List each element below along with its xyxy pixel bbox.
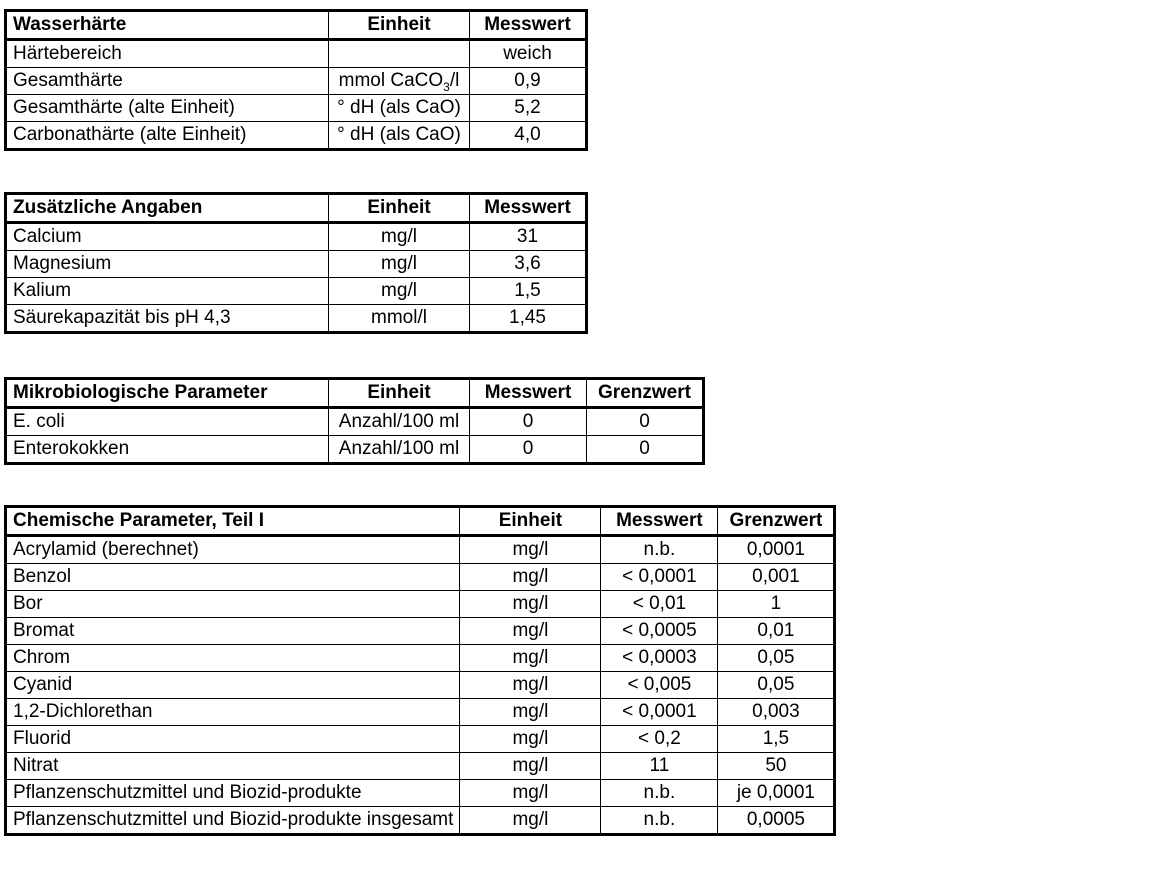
parameter-limit: 0,0001 bbox=[718, 536, 835, 564]
parameter-name: Acrylamid (berechnet) bbox=[6, 536, 460, 564]
table-row bbox=[6, 564, 835, 591]
zusaetzliche-angaben-table bbox=[4, 192, 588, 334]
parameter-unit: mg/l bbox=[460, 564, 601, 591]
parameter-value: < 0,0001 bbox=[601, 564, 718, 591]
parameter-unit: Anzahl/100 ml bbox=[329, 436, 470, 464]
parameter-unit: ° dH (als CaO) bbox=[329, 122, 470, 150]
parameter-limit: 0,001 bbox=[718, 564, 835, 591]
unit-prefix: mmol CaCO bbox=[338, 70, 444, 91]
parameter-name: Gesamthärte (alte Einheit) bbox=[6, 95, 329, 122]
table-row bbox=[6, 40, 587, 68]
unit-subscript: 3 bbox=[443, 79, 450, 94]
parameter-unit: mg/l bbox=[460, 726, 601, 753]
parameter-value: < 0,01 bbox=[601, 591, 718, 618]
column-header: Messwert bbox=[470, 194, 587, 223]
parameter-limit: 0 bbox=[587, 436, 704, 464]
parameter-unit: mg/l bbox=[460, 807, 601, 835]
parameter-limit: 50 bbox=[718, 753, 835, 780]
table-row bbox=[6, 645, 835, 672]
column-header: Chemische Parameter, Teil I bbox=[6, 507, 460, 536]
table-row bbox=[6, 223, 587, 251]
parameter-value: 0 bbox=[470, 408, 587, 436]
table-row bbox=[6, 672, 835, 699]
parameter-unit: mg/l bbox=[460, 699, 601, 726]
table-row bbox=[6, 726, 835, 753]
parameter-name: Pflanzenschutzmittel und Biozid-produkte insgesamt bbox=[6, 807, 460, 835]
parameter-name: Magnesium bbox=[6, 251, 329, 278]
parameter-name: Chrom bbox=[6, 645, 460, 672]
parameter-limit: 0,0005 bbox=[718, 807, 835, 835]
parameter-name: Gesamthärte bbox=[6, 68, 329, 95]
table-row bbox=[6, 699, 835, 726]
parameter-value: 1,5 bbox=[470, 278, 587, 305]
parameter-unit: mg/l bbox=[460, 780, 601, 807]
unit-suffix: /l bbox=[449, 70, 460, 91]
parameter-value: n.b. bbox=[601, 780, 718, 807]
parameter-value: 11 bbox=[601, 753, 718, 780]
column-header: Grenzwert bbox=[718, 507, 835, 536]
parameter-limit: je 0,0001 bbox=[718, 780, 835, 807]
table-row bbox=[6, 807, 835, 835]
parameter-value: < 0,005 bbox=[601, 672, 718, 699]
table-row bbox=[6, 753, 835, 780]
parameter-limit: 0,003 bbox=[718, 699, 835, 726]
parameter-unit: ° dH (als CaO) bbox=[329, 95, 470, 122]
column-header: Messwert bbox=[470, 379, 587, 408]
parameter-name: Bromat bbox=[6, 618, 460, 645]
parameter-unit: mg/l bbox=[329, 223, 470, 251]
table-row bbox=[6, 305, 587, 333]
parameter-value: 1,45 bbox=[470, 305, 587, 333]
wasserhaerte-table bbox=[4, 9, 588, 151]
parameter-name: Cyanid bbox=[6, 672, 460, 699]
parameter-limit: 0,05 bbox=[718, 645, 835, 672]
parameter-value: 4,0 bbox=[470, 122, 587, 150]
parameter-unit: mg/l bbox=[460, 591, 601, 618]
parameter-name: E. coli bbox=[6, 408, 329, 436]
parameter-unit: Anzahl/100 ml bbox=[329, 408, 470, 436]
table-header-row bbox=[6, 507, 835, 536]
parameter-name: Benzol bbox=[6, 564, 460, 591]
column-header: Grenzwert bbox=[587, 379, 704, 408]
parameter-unit: mg/l bbox=[460, 672, 601, 699]
column-header: Einheit bbox=[460, 507, 601, 536]
table-header-row bbox=[6, 11, 587, 40]
column-header: Wasserhärte bbox=[6, 11, 329, 40]
table-row bbox=[6, 618, 835, 645]
parameter-value: < 0,0001 bbox=[601, 699, 718, 726]
parameter-name: 1,2-Dichlorethan bbox=[6, 699, 460, 726]
column-header: Einheit bbox=[329, 11, 470, 40]
parameter-unit: mg/l bbox=[329, 251, 470, 278]
parameter-name: Pflanzenschutzmittel und Biozid-produkte bbox=[6, 780, 460, 807]
column-header: Mikrobiologische Parameter bbox=[6, 379, 329, 408]
table-row bbox=[6, 95, 587, 122]
table-row bbox=[6, 780, 835, 807]
column-header: Messwert bbox=[470, 11, 587, 40]
table-row bbox=[6, 68, 587, 95]
parameter-value: weich bbox=[470, 40, 587, 68]
parameter-name: Kalium bbox=[6, 278, 329, 305]
chemische-parameter-table bbox=[4, 505, 836, 836]
parameter-unit bbox=[329, 40, 470, 68]
parameter-value: < 0,2 bbox=[601, 726, 718, 753]
parameter-limit: 0,05 bbox=[718, 672, 835, 699]
table-row bbox=[6, 536, 835, 564]
table-row bbox=[6, 278, 587, 305]
parameter-value: < 0,0005 bbox=[601, 618, 718, 645]
parameter-unit: mg/l bbox=[460, 645, 601, 672]
table-header-row bbox=[6, 379, 704, 408]
parameter-name: Fluorid bbox=[6, 726, 460, 753]
parameter-name: Nitrat bbox=[6, 753, 460, 780]
parameter-unit: mg/l bbox=[460, 753, 601, 780]
parameter-unit: mg/l bbox=[329, 278, 470, 305]
parameter-value: 31 bbox=[470, 223, 587, 251]
parameter-unit: mg/l bbox=[460, 536, 601, 564]
table-row bbox=[6, 408, 704, 436]
column-header: Einheit bbox=[329, 379, 470, 408]
parameter-unit bbox=[329, 68, 470, 95]
parameter-name: Härtebereich bbox=[6, 40, 329, 68]
parameter-limit: 1,5 bbox=[718, 726, 835, 753]
parameter-value: n.b. bbox=[601, 807, 718, 835]
parameter-name: Carbonathärte (alte Einheit) bbox=[6, 122, 329, 150]
column-header: Zusätzliche Angaben bbox=[6, 194, 329, 223]
table-row bbox=[6, 122, 587, 150]
parameter-limit: 1 bbox=[718, 591, 835, 618]
parameter-value: < 0,0003 bbox=[601, 645, 718, 672]
parameter-limit: 0 bbox=[587, 408, 704, 436]
parameter-unit: mmol/l bbox=[329, 305, 470, 333]
parameter-value: 3,6 bbox=[470, 251, 587, 278]
parameter-name: Calcium bbox=[6, 223, 329, 251]
table-header-row bbox=[6, 194, 587, 223]
mikrobiologische-parameter-table bbox=[4, 377, 705, 465]
parameter-unit: mg/l bbox=[460, 618, 601, 645]
table-row bbox=[6, 436, 704, 464]
table-row bbox=[6, 591, 835, 618]
parameter-value: 5,2 bbox=[470, 95, 587, 122]
parameter-value: n.b. bbox=[601, 536, 718, 564]
parameter-name: Säurekapazität bis pH 4,3 bbox=[6, 305, 329, 333]
column-header: Einheit bbox=[329, 194, 470, 223]
parameter-value: 0 bbox=[470, 436, 587, 464]
column-header: Messwert bbox=[601, 507, 718, 536]
parameter-name: Enterokokken bbox=[6, 436, 329, 464]
parameter-limit: 0,01 bbox=[718, 618, 835, 645]
parameter-name: Bor bbox=[6, 591, 460, 618]
table-row bbox=[6, 251, 587, 278]
parameter-value: 0,9 bbox=[470, 68, 587, 95]
